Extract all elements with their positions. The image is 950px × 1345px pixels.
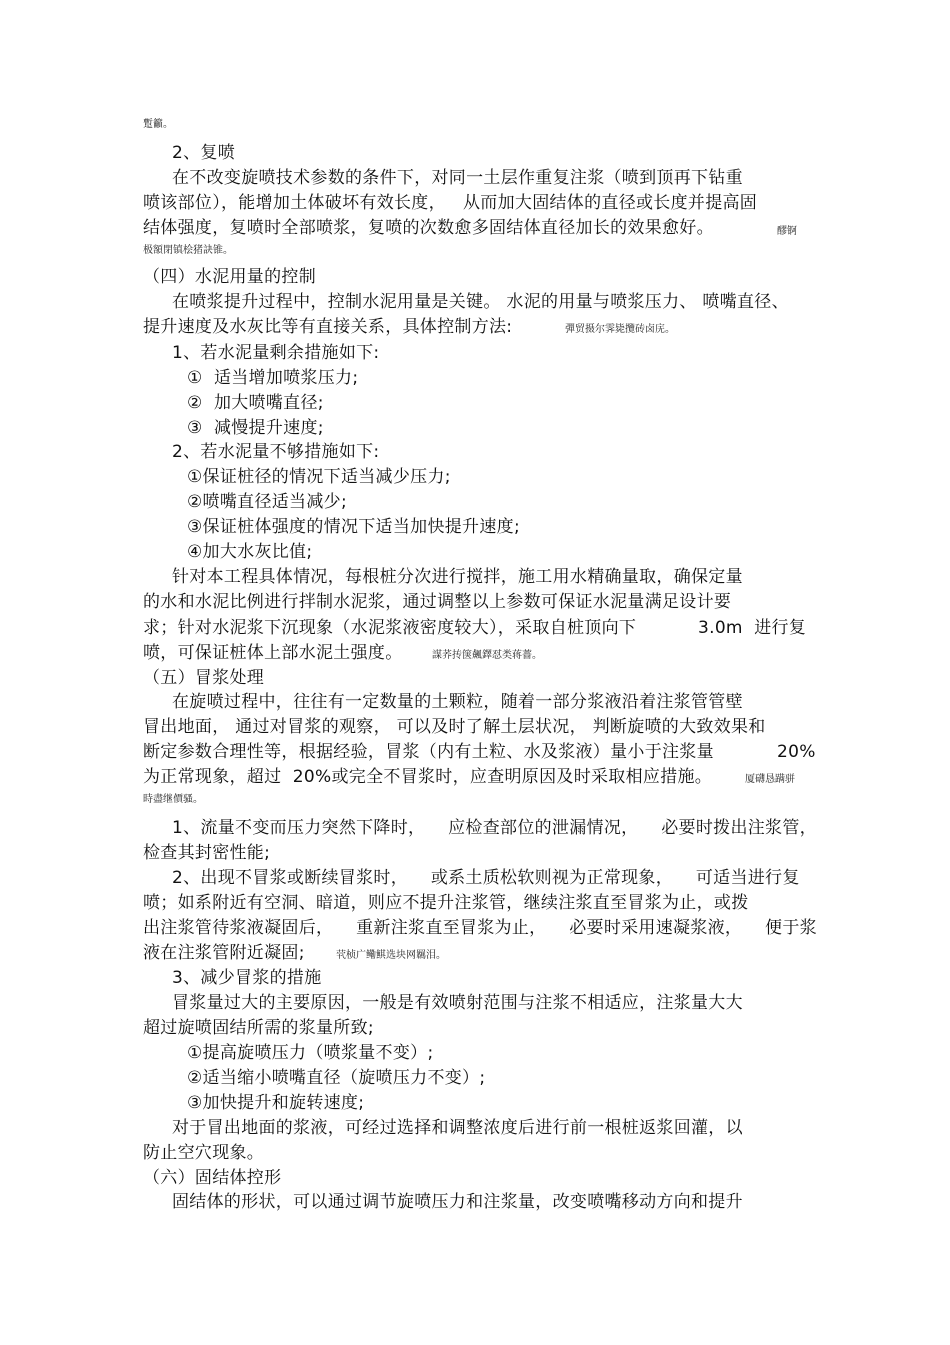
paragraph-line: 针对本工程具体情况，每根桩分次进行搅拌，施工用水精确量取，确保定量 [172, 567, 743, 587]
list-item: ③加快提升和旋转速度; [187, 1093, 365, 1113]
watermark-garble: 謀荞抟箧飆鐸怼类蒋薔。 [432, 650, 542, 661]
paragraph-line: 防止空穴现象。 [143, 1143, 265, 1163]
watermark-garble: 极額閉镇桧猪訣锥。 [143, 245, 233, 256]
paragraph-line: 冒浆量过大的主要原因，一般是有效喷射范围与注浆不相适应，注浆量大大 [172, 993, 743, 1013]
paragraph-line: 提升速度及水灰比等有直接关系，具体控制方法: [143, 317, 513, 337]
list-item: ④加大水灰比值; [187, 542, 313, 562]
list-item: ①保证桩径的情况下适当减少压力; [187, 467, 451, 487]
watermark-garble: 彈贸摄尔霁毙攬砖卤庑。 [565, 324, 675, 335]
paragraph-line: 2、出现不冒浆或断续冒浆时， 或系土质松软则视为正常现象， 可适当进行复 [172, 868, 800, 888]
paragraph-line: 超过旋喷固结所需的浆量所致; [143, 1018, 374, 1038]
paragraph-line: 为正常现象，超过 20%或完全不冒浆时，应查明原因及时采取相应措施。 [143, 767, 713, 787]
watermark-garble: 厦礴恳蹒骈 [745, 774, 795, 785]
list-item: ①提高旋喷压力（喷浆量不变）; [187, 1043, 434, 1063]
watermark-garble: 時盡继價骚。 [143, 794, 203, 805]
section-heading-re-spray: 2、复喷 [172, 143, 236, 163]
paragraph-line: 20% [777, 742, 816, 762]
paragraph-line: 的水和水泥比例进行拌制水泥浆，通过调整以上参数可保证水泥量满足设计要 [143, 592, 732, 612]
list-heading: 1、若水泥量剩余措施如下: [172, 343, 380, 363]
paragraph-line: 在喷浆提升过程中，控制水泥用量是关键。 水泥的用量与喷浆压力、 喷嘴直径、 [172, 292, 789, 312]
list-heading: 2、若水泥量不够措施如下: [172, 442, 380, 462]
paragraph-line: 在不改变旋喷技术参数的条件下，对同一土层作重复注浆（喷到顶再下钻重 [172, 168, 743, 188]
paragraph-line: 喷；如系附近有空洞、暗道，则应不提升注浆管，继续注浆直至冒浆为止，或拨 [143, 893, 749, 913]
paragraph-line: 喷，可保证桩体上部水泥土强度。 [143, 643, 403, 663]
paragraph-line: 固结体的形状，可以通过调节旋喷压力和注浆量，改变喷嘴移动方向和提升 [172, 1192, 743, 1212]
paragraph-line: 液在注浆管附近凝固; [143, 943, 305, 963]
paragraph-line: 检查其封密性能; [143, 843, 271, 863]
watermark-garble: 茕桢广鳓鲯选块网羈泪。 [336, 950, 446, 961]
list-item: ③ 减慢提升速度; [187, 418, 324, 438]
paragraph-line: 出注浆管待浆液凝固后， 重新注浆直至冒浆为止， 必要时采用速凝浆液， 便于浆 [143, 918, 817, 938]
list-item: ① 适当增加喷浆压力; [187, 368, 359, 388]
paragraph-line: 在旋喷过程中，往往有一定数量的土颗粒，随着一部分浆液沿着注浆管管壁 [172, 692, 743, 712]
paragraph-line: 求；针对水泥浆下沉现象（水泥浆液密度较大），采取自桩顶向下 [143, 618, 637, 638]
section-heading-solid-shape: （六）固结体控形 [143, 1168, 282, 1188]
paragraph-line: 断定参数合理性等，根据经验，冒浆（内有土粒、水及浆液）量小于注浆量 [143, 742, 714, 762]
section-heading-cement-control: （四）水泥用量的控制 [143, 267, 316, 287]
paragraph-line: 对于冒出地面的浆液，可经过选择和调整浓度后进行前一根桩返浆回灌，以 [172, 1118, 743, 1138]
list-item: ② 加大喷嘴直径; [187, 393, 324, 413]
list-item: ②适当缩小喷嘴直径（旋喷压力不变）; [187, 1068, 486, 1088]
paragraph-line: 1、流量不变而压力突然下降时， 应检查部位的泄漏情况， 必要时拨出注浆管， [172, 818, 817, 838]
section-heading-slurry-overflow: （五）冒浆处理 [143, 668, 265, 688]
watermark-garble: 蹔籲。 [143, 119, 173, 130]
list-item: ②喷嘴直径适当减少; [187, 492, 347, 512]
paragraph-line: 结体强度，复喷时全部喷浆，复喷的次数愈多固结体直径加长的效果愈好。 [143, 218, 714, 238]
list-heading: 3、减少冒浆的措施 [172, 968, 322, 988]
paragraph-line: 喷该部位），能增加土体破坏有效长度， 从而加大固结体的直径或长度并提高固 [143, 193, 758, 213]
list-item: ③保证桩体强度的情况下适当加快提升速度; [187, 517, 520, 537]
paragraph-line: 冒出地面， 通过对冒浆的观察， 可以及时了解土层状况， 判断旋喷的大致效果和 [143, 717, 766, 737]
paragraph-line: 3.0m 进行复 [698, 618, 807, 638]
watermark-garble: 醪锕 [777, 226, 797, 237]
